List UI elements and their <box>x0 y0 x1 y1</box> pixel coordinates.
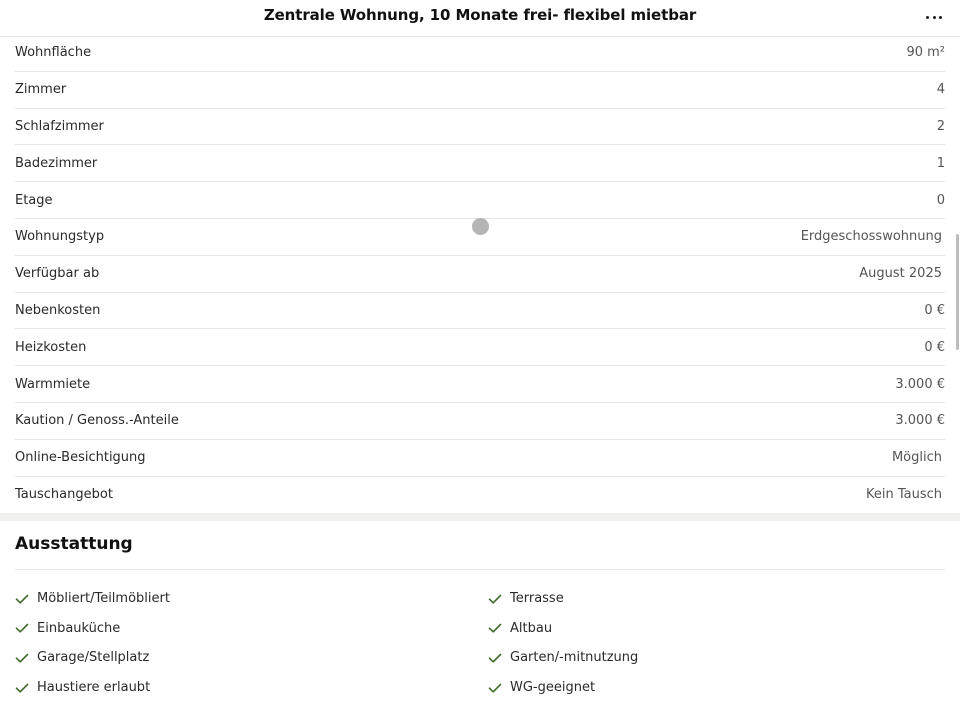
more-options-icon[interactable] <box>926 9 942 25</box>
check-icon <box>488 681 502 695</box>
feature-label: Einbauküche <box>37 620 121 636</box>
detail-row <box>15 403 945 440</box>
feature-item <box>15 614 488 644</box>
feature-item <box>488 584 945 614</box>
detail-label: Kaution / Genoss.-Anteile <box>15 413 179 429</box>
details-list <box>15 35 945 513</box>
detail-label: Nebenkosten <box>15 302 101 318</box>
feature-item <box>15 643 488 673</box>
detail-value: 0 € <box>924 302 945 318</box>
detail-label: Online-Besichtigung <box>15 450 146 466</box>
feature-label: Garten/-mitnutzung <box>510 650 639 666</box>
scrollbar[interactable] <box>956 234 959 350</box>
detail-value: 3.000 € <box>895 413 945 429</box>
detail-label: Wohnfläche <box>15 45 92 61</box>
feature-label: Möbliert/Teilmöbliert <box>37 591 170 607</box>
detail-value: August 2025 <box>859 266 942 282</box>
top-bar <box>0 0 960 37</box>
detail-label: Etage <box>15 192 53 208</box>
detail-label: Heizkosten <box>15 339 87 355</box>
feature-item <box>15 673 488 703</box>
detail-row <box>15 477 945 514</box>
detail-label: Warmmiete <box>15 376 91 392</box>
feature-item <box>488 673 945 703</box>
section-divider <box>0 513 960 521</box>
feature-label: WG-geeignet <box>510 680 596 696</box>
feature-item <box>15 584 488 614</box>
feature-label: Altbau <box>510 620 553 636</box>
detail-row <box>15 293 945 330</box>
detail-value: 1 <box>936 155 945 171</box>
detail-label: Wohnungstyp <box>15 229 105 245</box>
detail-row <box>15 366 945 403</box>
check-icon <box>488 621 502 635</box>
detail-value: Erdgeschosswohnung <box>800 229 942 245</box>
check-icon <box>488 592 502 606</box>
feature-item <box>488 614 945 644</box>
check-icon <box>15 681 29 695</box>
feature-label: Haustiere erlaubt <box>37 680 151 696</box>
detail-value: 0 <box>936 192 945 208</box>
detail-row <box>15 256 945 293</box>
detail-value: 4 <box>936 82 945 98</box>
detail-label: Zimmer <box>15 82 67 98</box>
feature-label: Terrasse <box>510 591 564 607</box>
detail-value: 3.000 € <box>895 376 945 392</box>
detail-label: Badezimmer <box>15 155 98 171</box>
check-icon <box>15 592 29 606</box>
detail-row <box>15 145 945 182</box>
detail-row <box>15 440 945 477</box>
detail-label: Tauschangebot <box>15 487 113 503</box>
detail-value: Kein Tausch <box>865 487 942 503</box>
check-icon <box>488 651 502 665</box>
detail-row <box>15 182 945 219</box>
check-icon <box>15 651 29 665</box>
detail-value: 2 <box>936 118 945 134</box>
detail-value: 90 m² <box>906 45 945 61</box>
feature-label: Garage/Stellplatz <box>37 650 150 666</box>
detail-label: Schlafzimmer <box>15 118 104 134</box>
detail-row <box>15 109 945 146</box>
detail-value: Möglich <box>891 450 942 466</box>
touch-cursor-indicator <box>472 218 489 235</box>
feature-list <box>15 584 945 702</box>
page-title: Zentrale Wohnung, 10 Monate frei- flexibel mietbar <box>263 6 697 24</box>
section-title-ausstattung: Ausstattung <box>15 534 133 554</box>
detail-row <box>15 35 945 72</box>
detail-value: 0 € <box>924 339 945 355</box>
check-icon <box>15 621 29 635</box>
divider <box>15 569 945 570</box>
detail-row <box>15 329 945 366</box>
feature-item <box>488 643 945 673</box>
detail-row <box>15 72 945 109</box>
detail-label: Verfügbar ab <box>15 266 100 282</box>
